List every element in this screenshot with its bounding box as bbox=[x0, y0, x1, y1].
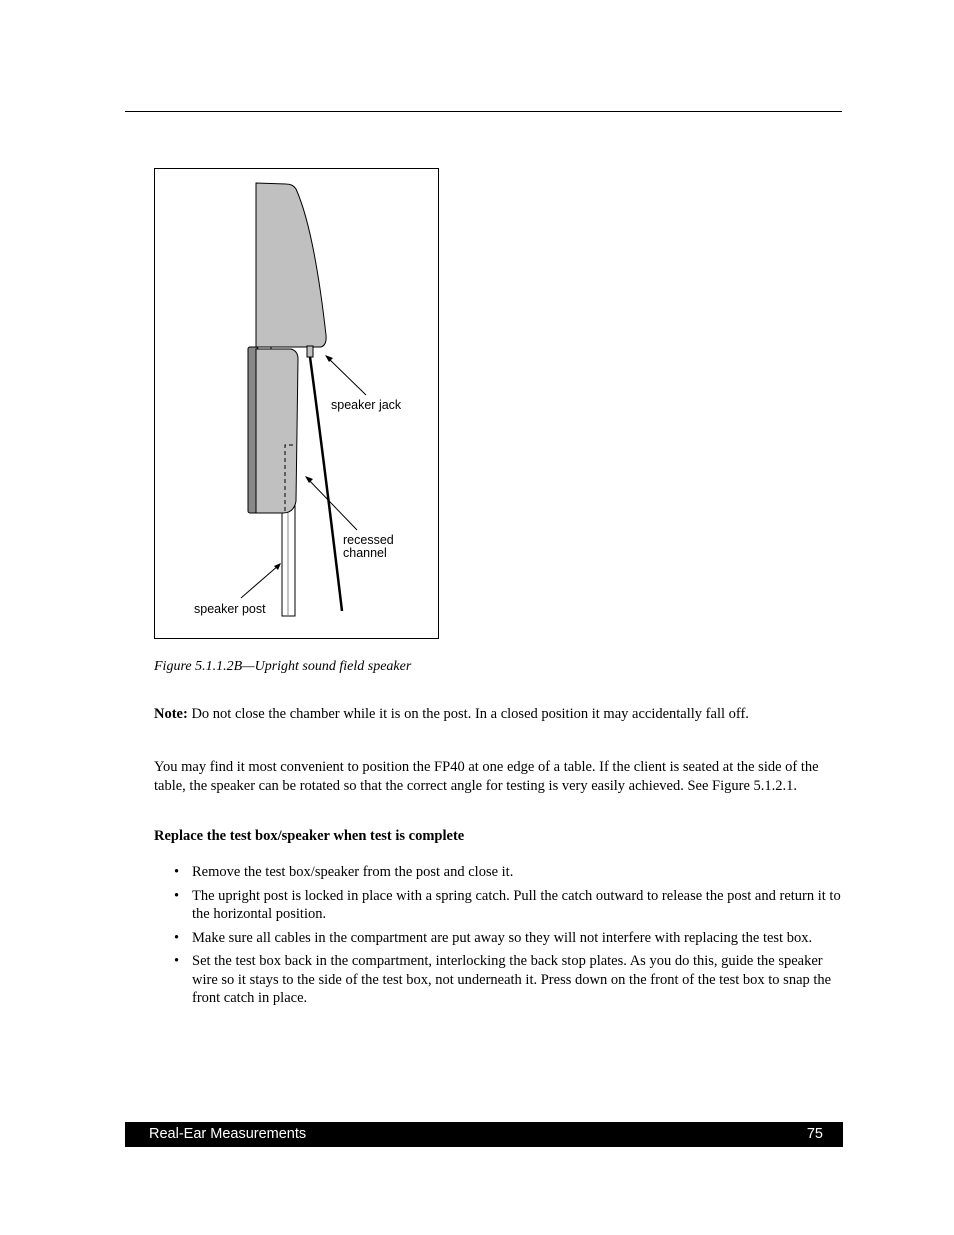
upper-speaker-housing bbox=[256, 183, 326, 347]
figure-caption: Figure 5.1.1.2B—Upright sound field speaker bbox=[154, 659, 412, 674]
jack-leader bbox=[327, 357, 366, 395]
bullet-icon: • bbox=[174, 929, 180, 946]
label-speaker-jack: speaker jack bbox=[331, 398, 402, 412]
label-speaker-post: speaker post bbox=[194, 602, 266, 616]
lower-box-housing bbox=[256, 349, 298, 513]
header-rule bbox=[125, 111, 842, 112]
speaker-cable bbox=[310, 357, 342, 611]
bullet-icon: • bbox=[174, 953, 180, 969]
body-paragraph: You may find it most convenient to position the FP40 at one edge of a table. If the client is seated at the side of the table, the speaker can be rotated so that the correct angle for testing is very easily achieved. See Figure 5.1.2.1. bbox=[154, 759, 819, 794]
post-leader bbox=[241, 565, 279, 598]
figure-speaker-diagram bbox=[154, 168, 439, 639]
note-paragraph bbox=[154, 705, 842, 724]
bullet-icon: • bbox=[174, 887, 180, 904]
section-heading: Replace the test box/speaker when test is complete bbox=[154, 828, 465, 844]
speaker-illustration bbox=[155, 169, 440, 640]
bullet-list bbox=[154, 863, 844, 1013]
list-item: • Set the test box back in the compartment, interlocking the back stop plates. As you do this, guide the speaker wire so it stays to the side of the test box, not underneath it. Press down on the front of the test box to snap the front catch in place. bbox=[174, 953, 832, 1006]
label-recessed: recessed bbox=[343, 533, 394, 547]
list-item: • Remove the test box/speaker from the post and close it. bbox=[174, 864, 514, 880]
note-text: Do not close the chamber while it is on the post. In a closed position it may accidentally fall off. bbox=[187, 706, 749, 722]
page-number: 75 bbox=[806, 1126, 823, 1142]
bullet-icon: • bbox=[174, 864, 180, 880]
page-footer bbox=[125, 1122, 843, 1147]
list-item: • Make sure all cables in the compartment are put away so they will not interfere with replacing the test box. bbox=[174, 929, 813, 946]
note-label: Note: bbox=[154, 706, 188, 722]
speaker-jack bbox=[307, 346, 313, 357]
footer-title: Real-Ear Measurements bbox=[149, 1126, 307, 1142]
list-item: • The upright post is locked in place with a spring catch. Pull the catch outward to release the post and return it to the horizontal position. bbox=[174, 887, 841, 922]
label-channel: channel bbox=[343, 546, 387, 560]
